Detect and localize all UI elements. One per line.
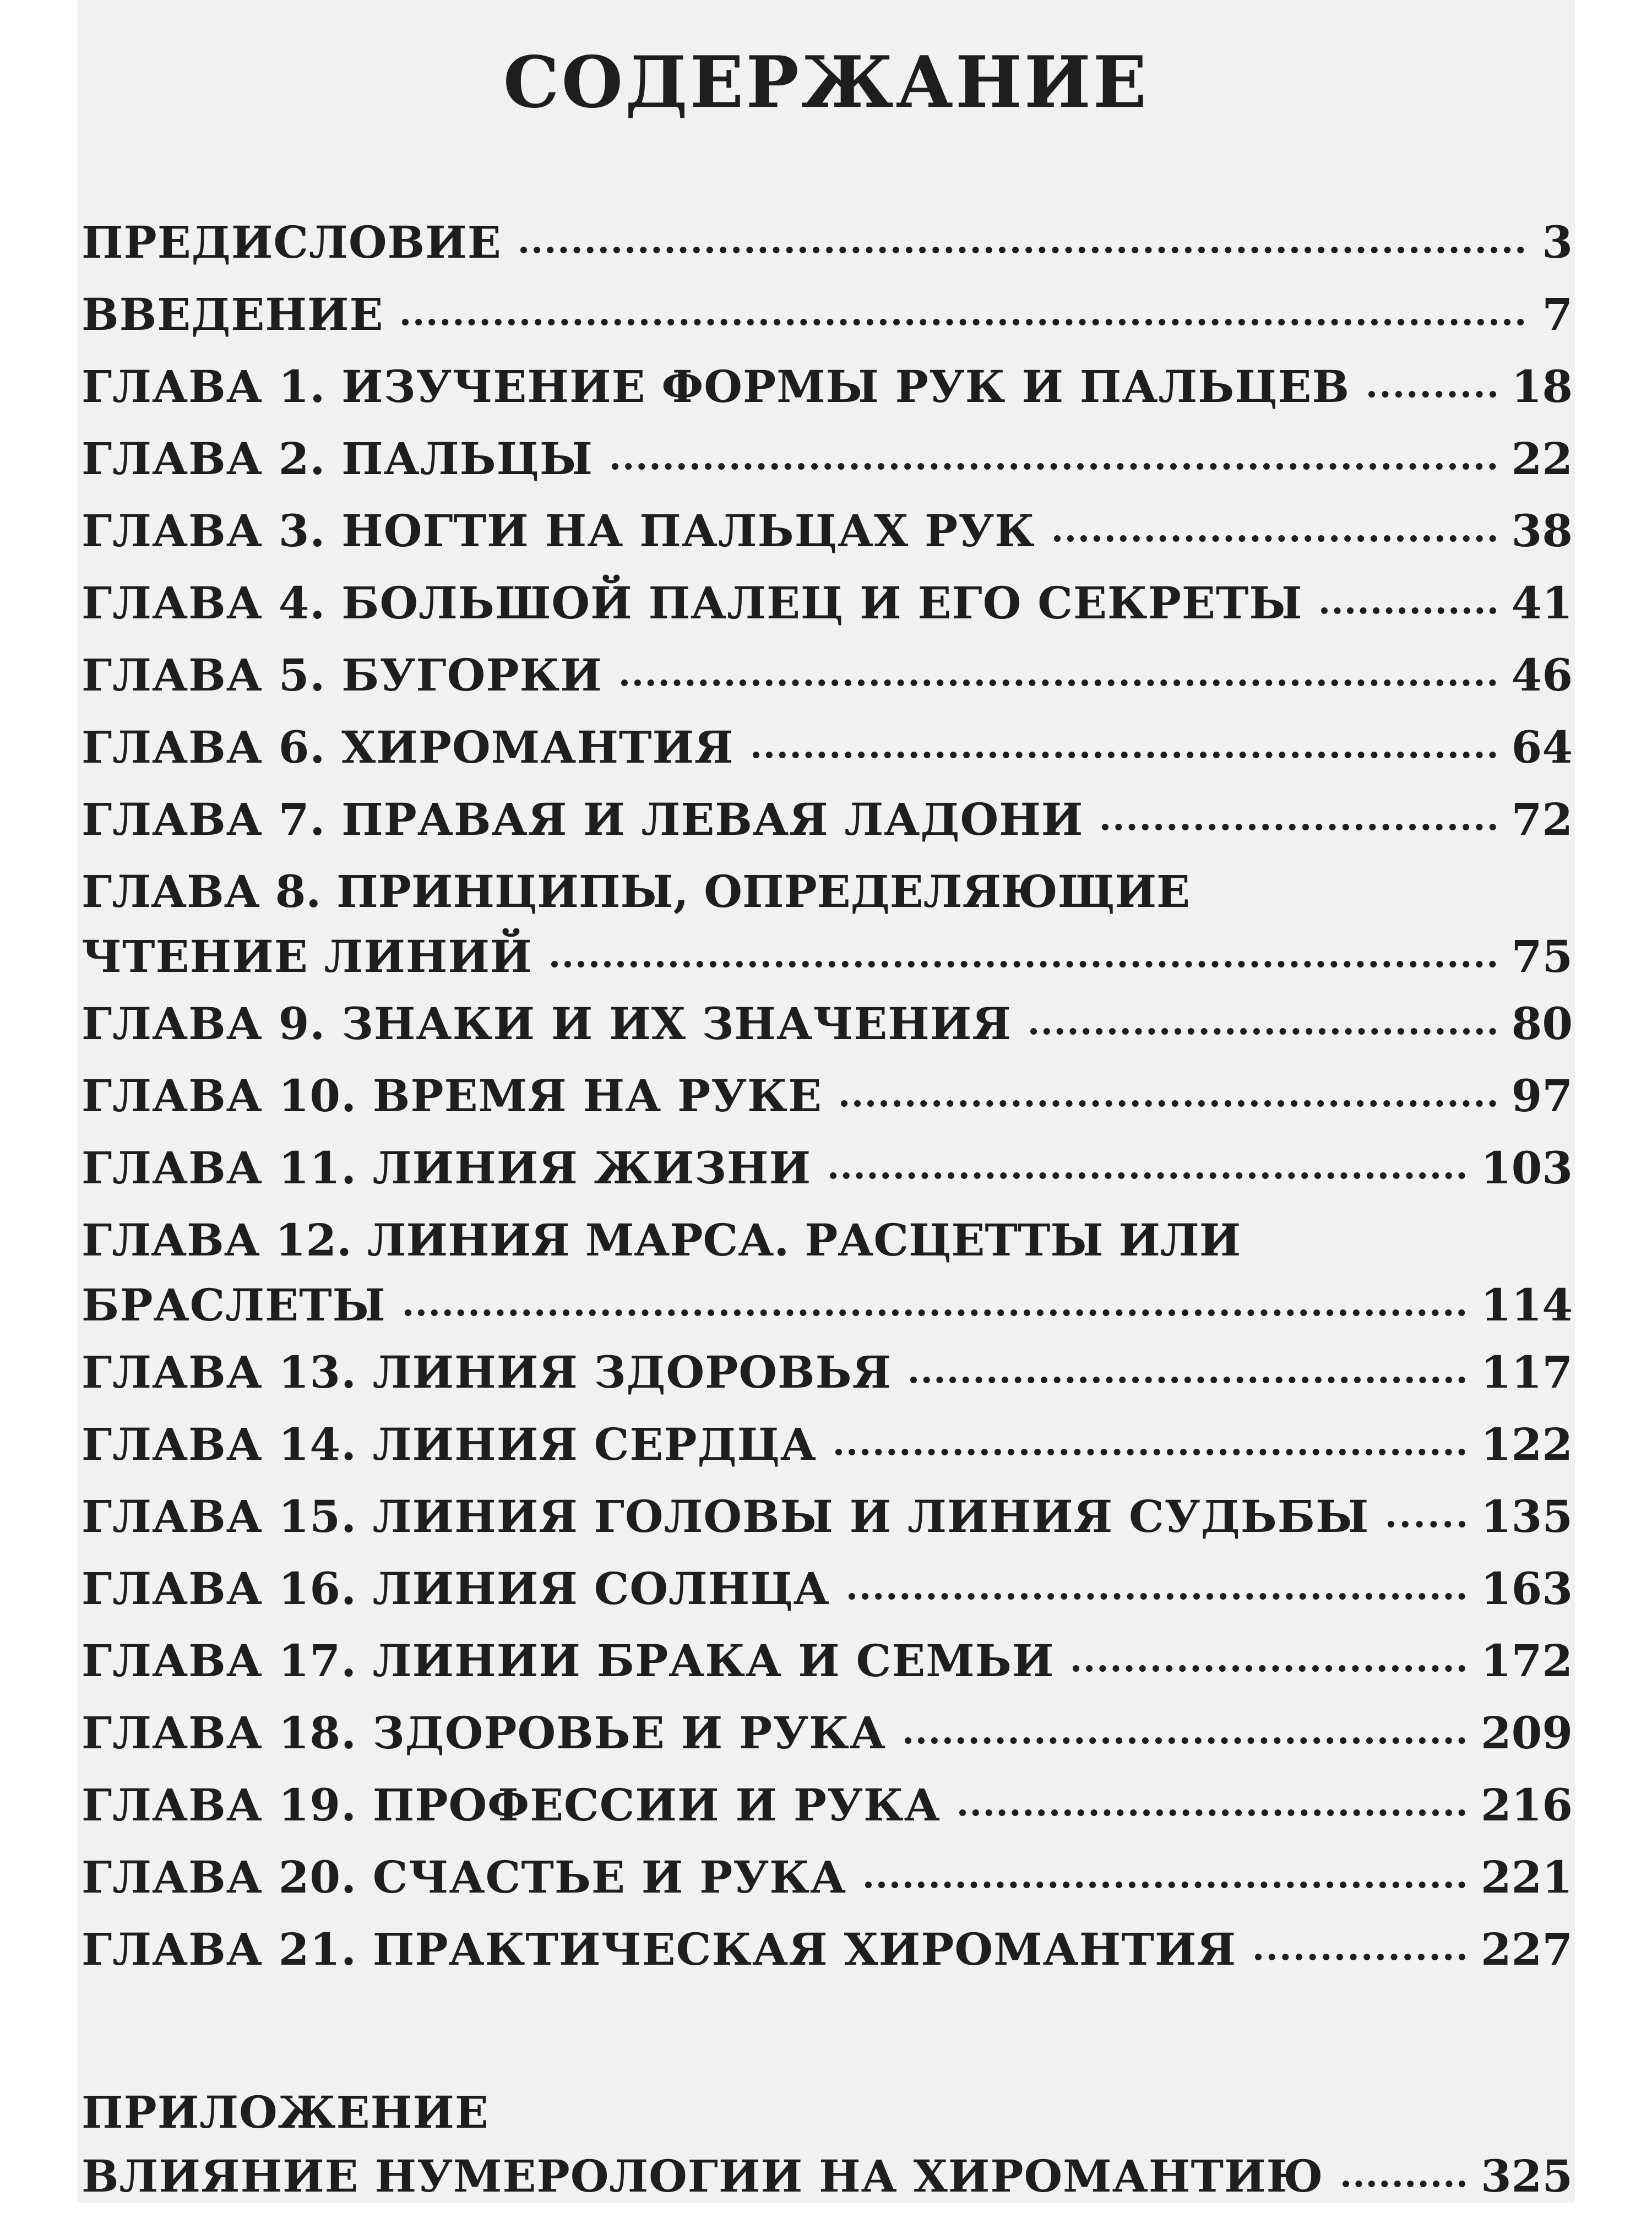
toc-entry-chapter-1 <box>81 356 1573 428</box>
toc-entry-title: ГЛАВА 2. ПАЛЬЦЫ <box>81 433 594 485</box>
toc-entry-title: ГЛАВА 20. СЧАСТЬЕ И РУКА <box>81 1851 847 1903</box>
toc-entry-chapter-7 <box>81 789 1573 861</box>
dot-leader <box>621 679 1496 686</box>
toc-page-number: 227 <box>1481 1923 1573 1975</box>
toc-entry-title: ГЛАВА 14. ЛИНИЯ СЕРДЦА <box>81 1418 817 1470</box>
toc-entry-chapter-21 <box>81 1919 1573 1991</box>
toc-entry-chapter-16 <box>81 1558 1573 1630</box>
toc-entry-chapter-14 <box>81 1414 1573 1486</box>
book-page <box>77 0 1575 2203</box>
toc-page-number: 41 <box>1511 577 1573 629</box>
toc-entry-chapter-9 <box>81 993 1573 1065</box>
toc-page-number: 103 <box>1481 1142 1573 1194</box>
toc-entry-title: ГЛАВА 8. ПРИНЦИПЫ, ОПРЕДЕЛЯЮЩИЕ <box>81 866 1191 917</box>
table-of-contents <box>81 212 1573 2218</box>
toc-entry-chapter-20 <box>81 1847 1573 1919</box>
toc-entry-chapter-11 <box>81 1138 1573 1210</box>
toc-page-number: 172 <box>1481 1635 1573 1687</box>
dot-leader <box>1321 607 1496 614</box>
toc-page-number: 18 <box>1511 361 1573 412</box>
dot-leader <box>753 752 1496 758</box>
dot-leader <box>841 1100 1496 1107</box>
toc-entry-chapter-4 <box>81 573 1573 645</box>
toc-entry-introduction <box>81 284 1573 356</box>
toc-entry-title: ГЛАВА 16. ЛИНИЯ СОЛНЦА <box>81 1563 830 1614</box>
toc-entry-title: ГЛАВА 3. НОГТИ НА ПАЛЬЦАХ РУК <box>81 505 1035 557</box>
toc-entry-chapter-19 <box>81 1775 1573 1847</box>
toc-entry-chapter-2 <box>81 428 1573 501</box>
toc-page-number: 38 <box>1511 505 1573 557</box>
dot-leader <box>1388 1521 1465 1527</box>
dot-leader <box>835 1449 1465 1455</box>
section-spacer <box>81 1991 1573 2082</box>
toc-entry-title: ПРЕДИСЛОВИЕ <box>81 216 502 268</box>
toc-entry-preface <box>81 212 1573 284</box>
toc-entry-title: ГЛАВА 9. ЗНАКИ И ИХ ЗНАЧЕНИЯ <box>81 998 1012 1050</box>
toc-page-number: 216 <box>1481 1779 1573 1831</box>
toc-entry-chapter-18 <box>81 1703 1573 1775</box>
toc-entry-title-continued: ЧТЕНИЕ ЛИНИЙ <box>81 931 532 982</box>
dot-leader <box>405 1309 1465 1316</box>
dot-leader <box>612 463 1496 470</box>
dot-leader <box>865 1882 1465 1888</box>
toc-entry-title: ГЛАВА 15. ЛИНИЯ ГОЛОВЫ И ЛИНИЯ СУДЬБЫ <box>81 1491 1370 1542</box>
toc-page-number: 122 <box>1481 1418 1573 1470</box>
toc-entry-chapter-13 <box>81 1342 1573 1414</box>
toc-entry-title: ГЛАВА 13. ЛИНИЯ ЗДОРОВЬЯ <box>81 1346 892 1398</box>
dot-leader <box>402 319 1524 325</box>
toc-entry-chapter-3 <box>81 501 1573 573</box>
toc-page-number: 163 <box>1481 1563 1573 1614</box>
appendix-heading: ПРИЛОЖЕНИЕ <box>81 2086 489 2138</box>
toc-entry-title: ГЛАВА 5. БУГОРКИ <box>81 649 602 701</box>
toc-page-number: 325 <box>1481 2150 1573 2202</box>
dot-leader <box>1030 1028 1496 1035</box>
toc-page-number: 7 <box>1542 289 1573 340</box>
dot-leader <box>1368 391 1496 398</box>
dot-leader <box>1054 535 1496 542</box>
toc-entry-title: ВВЕДЕНИЕ <box>81 289 384 340</box>
dot-leader <box>959 1809 1465 1816</box>
toc-entry-chapter-6 <box>81 717 1573 789</box>
toc-entry-title: ГЛАВА 4. БОЛЬШОЙ ПАЛЕЦ И ЕГО СЕКРЕТЫ <box>81 577 1303 629</box>
toc-page-number: 117 <box>1481 1346 1573 1398</box>
toc-page-number: 72 <box>1511 793 1573 845</box>
toc-entry-title: ГЛАВА 7. ПРАВАЯ И ЛЕВАЯ ЛАДОНИ <box>81 793 1084 845</box>
toc-entry-title: ГЛАВА 19. ПРОФЕССИИ И РУКА <box>81 1779 941 1831</box>
toc-page-number: 97 <box>1511 1070 1573 1122</box>
toc-page-number: 114 <box>1481 1279 1573 1331</box>
toc-entry-title: ГЛАВА 10. ВРЕМЯ НА РУКЕ <box>81 1070 822 1122</box>
toc-entry-title: ГЛАВА 11. ЛИНИЯ ЖИЗНИ <box>81 1142 812 1194</box>
toc-page-number: 64 <box>1511 721 1573 773</box>
toc-entry-chapter-17 <box>81 1630 1573 1703</box>
toc-entry-title: ГЛАВА 12. ЛИНИЯ МАРСА. РАСЦЕТТЫ ИЛИ <box>81 1214 1241 1266</box>
toc-entry-title: ГЛАВА 17. ЛИНИИ БРАКА И СЕМЬИ <box>81 1635 1055 1687</box>
dot-leader <box>1343 2181 1465 2187</box>
toc-entry-chapter-10 <box>81 1065 1573 1138</box>
toc-entry-chapter-15 <box>81 1486 1573 1558</box>
toc-page-number: 75 <box>1511 931 1573 982</box>
dot-leader <box>849 1593 1465 1600</box>
toc-entry-title: ГЛАВА 18. ЗДОРОВЬЕ И РУКА <box>81 1707 887 1759</box>
toc-entry-chapter-12 <box>81 1210 1573 1342</box>
toc-entry-title: ГЛАВА 6. ХИРОМАНТИЯ <box>81 721 734 773</box>
dot-leader <box>520 247 1524 253</box>
toc-entry-title-continued: БРАСЛЕТЫ <box>81 1279 386 1331</box>
dot-leader <box>1255 1954 1465 1960</box>
dot-leader <box>830 1172 1465 1179</box>
toc-entry-title: ВЛИЯНИЕ НУМЕРОЛОГИИ НА ХИРОМАНТИЮ <box>81 2150 1324 2202</box>
toc-page-number: 209 <box>1481 1707 1573 1759</box>
toc-page-number: 3 <box>1542 216 1573 268</box>
dot-leader <box>905 1737 1465 1744</box>
toc-entry-chapter-8 <box>81 861 1573 993</box>
dot-leader <box>551 961 1496 967</box>
toc-page-number: 22 <box>1511 433 1573 485</box>
toc-page-number: 221 <box>1481 1851 1573 1903</box>
dot-leader <box>1102 824 1496 830</box>
dot-leader <box>910 1377 1465 1383</box>
dot-leader <box>1073 1665 1465 1672</box>
toc-entry-title: ГЛАВА 21. ПРАКТИЧЕСКАЯ ХИРОМАНТИЯ <box>81 1923 1237 1975</box>
toc-entry-appendix <box>81 2146 1573 2218</box>
toc-page-number: 46 <box>1511 649 1573 701</box>
page-title: СОДЕРЖАНИЕ <box>503 41 1149 124</box>
toc-entry-title: ГЛАВА 1. ИЗУЧЕНИЕ ФОРМЫ РУК И ПАЛЬЦЕВ <box>81 361 1350 412</box>
toc-page-number: 135 <box>1481 1491 1573 1542</box>
toc-page-number: 80 <box>1511 998 1573 1050</box>
toc-entry-chapter-5 <box>81 645 1573 717</box>
